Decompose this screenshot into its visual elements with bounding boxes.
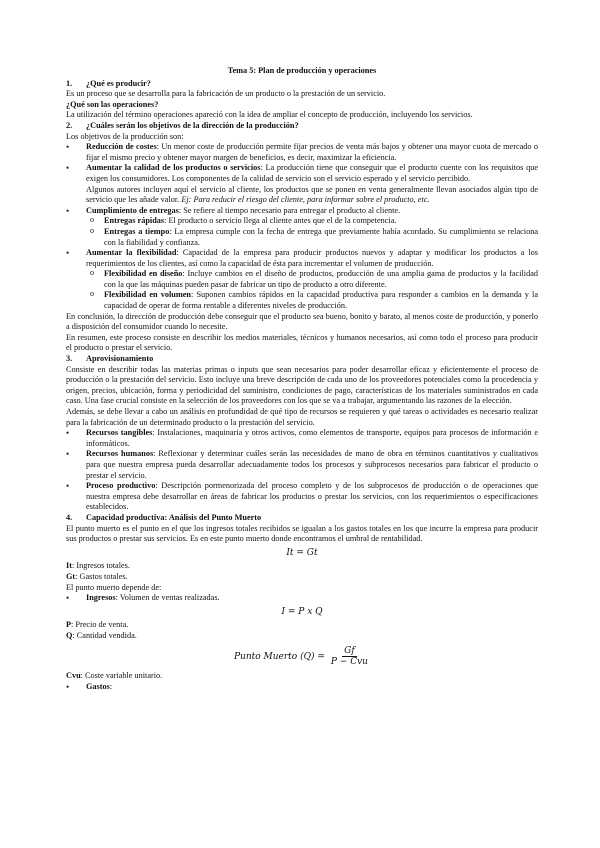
definition-q: [66, 631, 538, 642]
operations-text: La utilización del término operaciones apareció con la idea de ampliar el concepto de producción, incluyendo los servicios.: [66, 110, 473, 120]
section-4-number: 4.: [66, 512, 73, 522]
sub-item-text: : El producto o servicio llega al cliente antes que el de la competencia.: [164, 216, 397, 226]
sub-item-text: : La empresa cumple con la fecha de entrega que previamente había acordado. Su cumplimiento se relaciona con la fiabilidad y confianza.: [104, 226, 538, 247]
definition-symbol: It: [66, 561, 72, 571]
section-3-title: Aprovisionamiento: [86, 354, 154, 364]
conclusion-paragraph: En conclusión, la dirección de producción debe conseguir que el producto sea bueno, bonito y barato, al menos coste de producción, y ponerlo a disposición del consumidor cuando lo necesite.: [66, 311, 538, 332]
formula-income-equals-expenses: It = Gt: [286, 547, 318, 558]
item-extra-paragraph: [86, 185, 538, 206]
section-1-number: 1.: [66, 78, 73, 88]
section-1-title: ¿Qué es producir?: [86, 78, 151, 88]
depends-text: El punto muerto depende de:: [66, 582, 162, 592]
item-label: Proceso productivo: [86, 481, 156, 491]
formula-break-even: [66, 646, 538, 667]
definition-text: : Ingresos totales.: [71, 561, 130, 571]
objectives-list: [66, 142, 538, 312]
section-2-title: ¿Cuáles serán los objetivos de la dirección de la producción?: [86, 120, 299, 130]
operations-heading: ¿Qué son las operaciones?: [66, 99, 159, 109]
sub-list: [86, 269, 538, 311]
item-label: Cumplimiento de entregas: [86, 205, 179, 215]
formula-denominator: P − Cvu: [330, 657, 368, 668]
depends-list-expenses: [66, 682, 538, 693]
formula-fraction: [329, 646, 370, 667]
item-text: :: [109, 682, 113, 692]
section-3-heading: [66, 354, 538, 365]
definition-p: [66, 620, 538, 631]
formula-numerator: Gf: [344, 646, 355, 657]
list-item: [66, 593, 538, 604]
resources-list: [66, 428, 538, 513]
list-item: [66, 449, 538, 481]
sub-list-item: [86, 290, 538, 311]
sub-list-item: [86, 227, 538, 248]
item-label: Recursos tangibles: [86, 428, 153, 438]
section-1-heading: [66, 79, 538, 90]
break-even-paragraph: El punto muerto es el punto en el que los ingresos totales recibidos se igualan a los gastos totales en los que incurre la empresa para producir sus productos o prestar sus servicios. Es en este punto muerto donde encontramos el umbral de rentabilidad.: [66, 523, 538, 544]
section-2-heading: [66, 121, 538, 132]
sub-list-item: [86, 216, 538, 227]
item-label: Recursos humanos: [86, 449, 154, 459]
page-title: Tema 5: Plan de producción y operaciones: [227, 66, 377, 75]
item-label: Aumentar la calidad de los productos o servicios: [86, 163, 261, 173]
sub-item-text: : Incluye cambios en el diseño de productos, producción de una amplia gama de productos y la facilidad con la que las máquinas pueden pasar de fabricar un tipo de producto a otro diferente.: [104, 269, 538, 289]
item-label: Gastos: [86, 682, 110, 692]
item-label: Reducción de costes: [86, 142, 157, 152]
section-1-text: Es un proceso que se desarrolla para la fabricación de un producto o la prestación de un servicio.: [66, 89, 386, 99]
list-item: [66, 481, 538, 513]
definition-symbol: P: [66, 620, 72, 630]
item-text: : Reflexionar y determinar cuáles serán las necesidades de mano de obra en términos cuantitativos y cualitativos para que nuestra empresa pueda desarrollar adecuadamente todos los procesos y subprocesos necesarios para fabricar el producto o prestar el servicio.: [86, 449, 538, 480]
item-text: : Descripción pormenorizada del proceso completo y de los subprocesos de producción o de operaciones que nuestra empresa debe desarrollar en áreas de fabricar los productos o prestar los servicios, con los requerimientos o especificaciones establecidos.: [86, 481, 538, 512]
list-item: [66, 206, 538, 248]
section-4-title: Capacidad productiva: Análisis del Punto Muerto: [86, 512, 262, 522]
definition-text: : Precio de venta.: [71, 620, 129, 630]
sub-list: [86, 216, 538, 248]
list-item: [66, 682, 538, 693]
item-text: : Se refiere al tiempo necesario para entregar el producto al cliente.: [178, 205, 401, 215]
list-item: [66, 428, 538, 449]
item-extra-text: Algunos autores incluyen aquí el servicio al cliente, los productos que se ponen en venta generalmente llevan asociados algún tipo de servicio que les añade valor.: [86, 184, 538, 205]
item-text: : Instalaciones, maquinaria y otros activos, como elementos de transporte, equipos para procesos de información e informáticos.: [86, 428, 538, 448]
sub-item-label: Flexibilidad en volumen: [104, 290, 192, 300]
depends-list-income: [66, 593, 538, 604]
objectives-intro: Los objetivos de la producción son:: [66, 131, 184, 141]
section-3-number: 3.: [66, 354, 73, 364]
section-4-heading: [66, 513, 538, 524]
formula-left: Punto Muerto (Q) =: [234, 651, 325, 662]
definition-text: : Coste variable unitario.: [80, 671, 163, 681]
definition-symbol: Gt: [66, 571, 76, 581]
list-item: [66, 142, 538, 163]
sub-list-item: [86, 269, 538, 290]
definition-cvu: [66, 671, 538, 682]
summary-paragraph: En resumen, este proceso consiste en describir los medios materiales, técnicos y humanos necesarios, así como todo el proceso para producir el producto o prestar el servicio.: [66, 332, 538, 353]
formula-income: I = P x Q: [281, 606, 323, 617]
definition-gt: [66, 572, 538, 583]
list-item: [66, 163, 538, 205]
sub-item-label: Entregas a tiempo: [104, 226, 170, 236]
list-item: [66, 248, 538, 312]
definition-it: [66, 561, 538, 572]
item-extra-example: Ej: Para reducir el riesgo del cliente, para informar sobre el producto, etc.: [181, 195, 430, 205]
sub-item-label: Entregas rápidas: [104, 216, 165, 226]
supply-paragraph-2: Además, se debe llevar a cabo un análisis en profundidad de qué tipo de recursos se requieren y qué tareas o actividades es necesario realizar para la fabricación de un determinado producto o la prestación del servicio.: [66, 407, 538, 427]
section-2-number: 2.: [66, 120, 73, 130]
supply-paragraph-1: Consiste en describir todas las materias primas o inputs que sean necesarios para poder desarrollar eficaz y eficientemente el proceso de producción o la prestación del servicio. Esto incluye una breve descripción de cada uno de los proveedores potenciales como la procedencia y origen, precios, ubicación, forma y periodicidad del suministro, condiciones de pago, características de los materiales suministrados en cada caso. Una fase crucial consiste en la selección de los proveedores con los que se va a trabajar, argumentando las razones de la elección.: [66, 364, 538, 406]
sub-item-label: Flexibilidad en diseño: [104, 269, 183, 279]
sub-item-text: : Suponen cambios rápidos en la capacidad productiva para responder a cambios en la demanda y la capacidad de operar de forma rentable a diferentes niveles de producción.: [104, 290, 539, 311]
item-text: : La producción tiene que conseguir que el producto cuente con los requisitos que exigen los consumidores. Los componentes de la calidad de servicio son el servicio esperado y el servicio percibido.: [86, 163, 538, 183]
definition-symbol: Q: [66, 630, 73, 640]
item-text: : Volumen de ventas realizadas.: [115, 593, 220, 603]
item-label: Ingresos: [86, 593, 116, 603]
item-text: : Capacidad de la empresa para producir productos nuevos y adaptar y modificar los productos a los requerimientos de los clientes, así como la capacidad de ésta para incrementar el volumen de producción.: [86, 248, 539, 268]
definition-symbol: Cvu: [66, 671, 81, 681]
definition-text: : Cantidad vendida.: [72, 630, 137, 640]
definition-text: : Gastos totales.: [75, 571, 128, 581]
item-label: Aumentar la flexibilidad: [86, 248, 177, 258]
item-text: : Un menor coste de producción permite fijar precios de venta más bajos y obtener una mayor cuota de mercado o fijar el mismo precio y obtener mayor margen de beneficios, es decir, maximizar la eficiencia.: [86, 142, 538, 162]
